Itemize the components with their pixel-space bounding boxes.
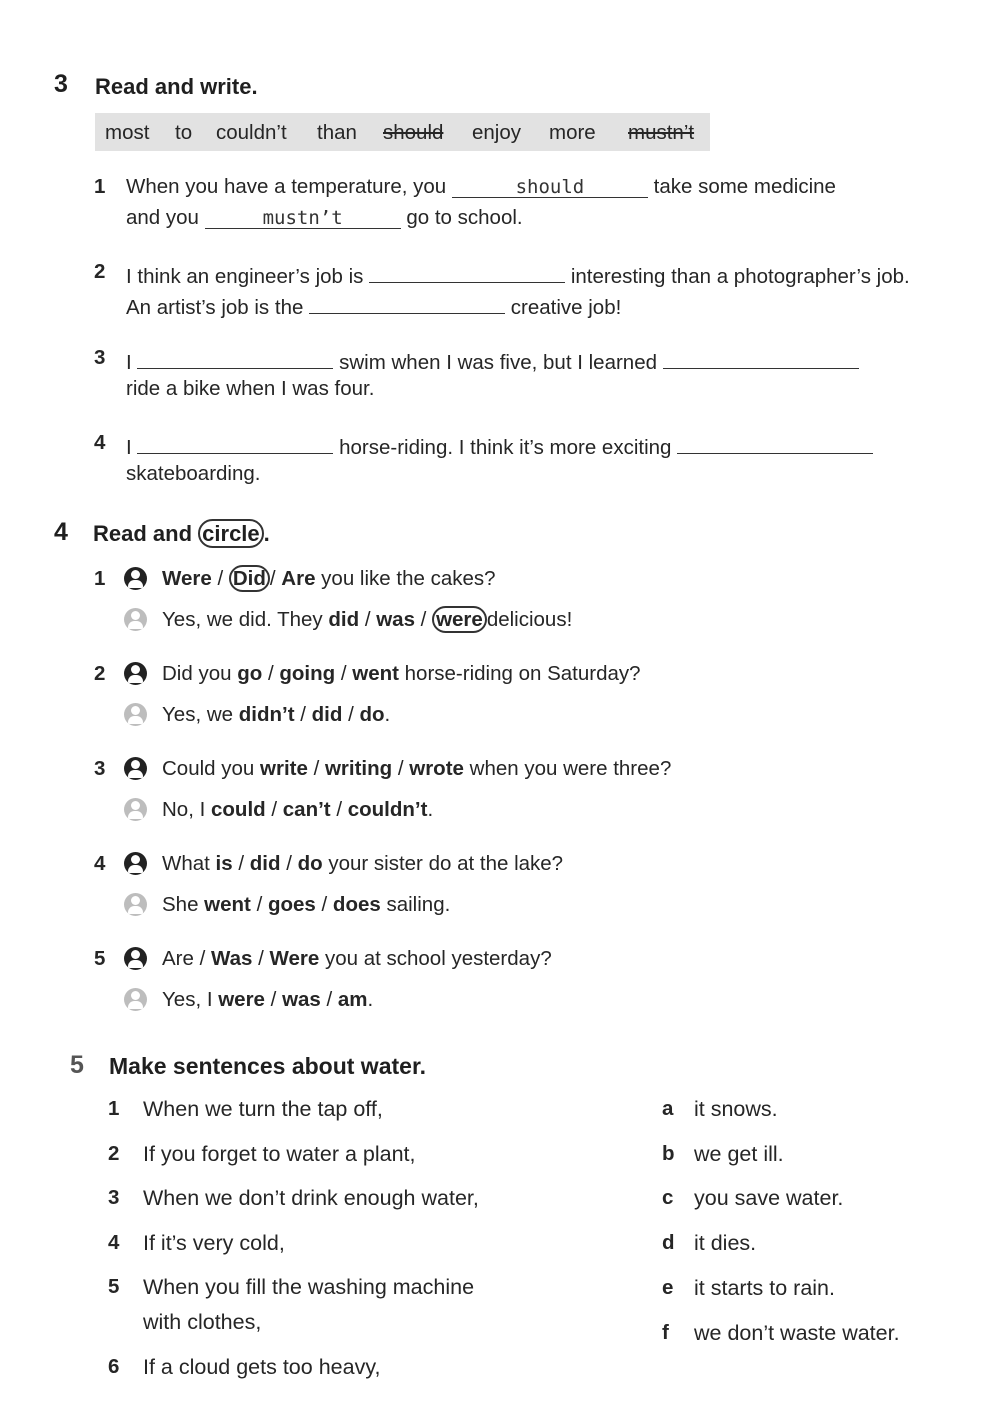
- speaker-a-icon: [124, 947, 147, 970]
- separator: /: [264, 988, 283, 1011]
- title-text: Read and: [93, 521, 193, 546]
- question-text: I think an engineer’s job is: [126, 265, 364, 288]
- exercise-5-title: Make sentences about water.: [109, 1053, 427, 1079]
- question-text: swim when I was five, but I learned: [339, 351, 657, 374]
- sentence-start: When we turn the tap off,: [143, 1097, 383, 1121]
- sentence-text: you at school yesterday?: [319, 947, 552, 970]
- question-text: skateboarding.: [126, 462, 261, 485]
- speaker-b-icon: [124, 893, 147, 916]
- sentence-end-letter: e: [662, 1276, 674, 1299]
- answer-blank[interactable]: [137, 431, 333, 454]
- separator: /: [342, 703, 360, 726]
- question-text: go to school.: [406, 206, 523, 229]
- answer-blank[interactable]: [452, 175, 648, 198]
- question-text: An artist’s job is the: [126, 296, 304, 319]
- option[interactable]: Are: [162, 947, 194, 970]
- separator: /: [414, 608, 433, 631]
- sentence-text: .: [427, 798, 434, 821]
- option[interactable]: couldn’t: [347, 798, 428, 821]
- question-line: [162, 567, 496, 591]
- separator: /: [211, 567, 229, 590]
- question-text: interesting than a photographer’s job.: [570, 265, 910, 288]
- circle-word: circle: [198, 519, 264, 548]
- sentence-start: When we don’t drink enough water,: [143, 1186, 479, 1210]
- option[interactable]: Were: [269, 947, 320, 970]
- sentence-end: you save water.: [694, 1186, 844, 1210]
- separator: /: [320, 988, 338, 1011]
- answer-text: should: [515, 176, 585, 198]
- sentence-text: Yes, I: [162, 988, 219, 1011]
- question-text: When you have a temperature, you: [126, 175, 447, 198]
- option[interactable]: could: [211, 798, 266, 821]
- sentence-start-number: 5: [108, 1275, 120, 1298]
- question-number: 2: [94, 260, 106, 283]
- separator: /: [250, 893, 268, 916]
- word-bank-word: couldn’t: [216, 121, 287, 144]
- question-line: [162, 662, 641, 686]
- option[interactable]: go: [237, 662, 263, 685]
- sentence-start: If it’s very cold,: [143, 1231, 285, 1255]
- question-number: 1: [94, 175, 106, 198]
- speaker-b-icon: [124, 703, 147, 726]
- word-bank-word-used: should: [383, 121, 444, 144]
- question-line: [126, 206, 523, 230]
- question-line: [162, 852, 563, 876]
- separator: /: [232, 852, 250, 875]
- speaker-a-icon: [124, 852, 147, 875]
- question-line: [126, 291, 621, 320]
- sentence-start-number: 3: [108, 1186, 120, 1209]
- question-text: creative job!: [510, 296, 622, 319]
- separator: /: [265, 798, 283, 821]
- answer-line: [162, 988, 373, 1012]
- exercise-4-number: 4: [54, 518, 68, 546]
- separator: /: [359, 608, 377, 631]
- option[interactable]: can’t: [282, 798, 331, 821]
- option[interactable]: were: [218, 988, 265, 1011]
- option[interactable]: didn’t: [238, 703, 295, 726]
- sentence-end: it starts to rain.: [694, 1276, 835, 1300]
- exercise-3-title: Read and write.: [95, 74, 258, 99]
- answer-blank[interactable]: [137, 346, 333, 369]
- sentence-start-number: 1: [108, 1097, 120, 1120]
- option[interactable]: did: [311, 703, 343, 726]
- sentence-start: If a cloud gets too heavy,: [143, 1355, 381, 1379]
- sentence-end-letter: b: [662, 1142, 675, 1165]
- answer-line: [162, 798, 433, 822]
- separator: /: [307, 757, 325, 780]
- exercise-3-number: 3: [54, 70, 68, 98]
- word-bank-word: than: [317, 121, 357, 144]
- option-circled[interactable]: were: [432, 606, 487, 633]
- option[interactable]: going: [279, 662, 336, 685]
- option[interactable]: is: [215, 852, 233, 875]
- title-text: .: [263, 521, 270, 546]
- question-text: I: [126, 436, 132, 459]
- item-number: 5: [94, 947, 106, 970]
- question-text: I: [126, 351, 132, 374]
- question-line: [126, 260, 910, 289]
- option[interactable]: was: [282, 988, 321, 1011]
- separator: /: [280, 852, 298, 875]
- option[interactable]: do: [297, 852, 323, 875]
- option[interactable]: am: [337, 988, 368, 1011]
- sentence-text: you like the cakes?: [315, 567, 496, 590]
- sentence-end-letter: c: [662, 1186, 674, 1209]
- option[interactable]: Are: [281, 567, 316, 590]
- speaker-a-icon: [124, 567, 147, 590]
- separator: /: [315, 893, 333, 916]
- answer-blank[interactable]: [205, 206, 401, 229]
- speaker-b-icon: [124, 798, 147, 821]
- sentence-text: Yes, we: [162, 703, 239, 726]
- sentence-text: delicious!: [486, 608, 573, 631]
- speaker-a-icon: [124, 662, 147, 685]
- option[interactable]: did: [249, 852, 281, 875]
- question-line: [162, 947, 552, 971]
- sentence-text: .: [367, 988, 374, 1011]
- option[interactable]: went: [204, 893, 251, 916]
- option[interactable]: does: [332, 893, 381, 916]
- separator: /: [335, 662, 353, 685]
- sentence-end-letter: f: [662, 1321, 669, 1344]
- sentence-text: Did you: [162, 662, 238, 685]
- question-text: horse-riding. I think it’s more exciting: [339, 436, 672, 459]
- sentence-text: sailing.: [380, 893, 451, 916]
- speaker-a-icon: [124, 757, 147, 780]
- option[interactable]: do: [359, 703, 385, 726]
- sentence-start-number: 2: [108, 1142, 120, 1165]
- sentence-end: we get ill.: [694, 1142, 784, 1166]
- word-bank: [95, 113, 710, 151]
- sentence-text: horse-riding on Saturday?: [398, 662, 641, 685]
- item-number: 4: [94, 852, 106, 875]
- sentence-start: with clothes,: [143, 1310, 262, 1334]
- word-bank-word-used: mustn’t: [628, 121, 695, 144]
- item-number: 2: [94, 662, 106, 685]
- sentence-start-number: 6: [108, 1355, 120, 1378]
- question-text: ride a bike when I was four.: [126, 377, 375, 400]
- answer-blank[interactable]: [663, 346, 859, 369]
- separator: /: [252, 947, 270, 970]
- separator: /: [262, 662, 280, 685]
- question-text: take some medicine: [653, 175, 836, 198]
- option[interactable]: wrote: [409, 757, 464, 780]
- question-number: 4: [94, 431, 106, 454]
- sentence-text: your sister do at the lake?: [322, 852, 564, 875]
- speaker-b-icon: [124, 988, 147, 1011]
- separator: /: [392, 757, 410, 780]
- sentence-text: Yes, we did. They: [162, 608, 329, 631]
- answer-blank[interactable]: [309, 291, 505, 314]
- item-number: 1: [94, 567, 106, 590]
- option[interactable]: goes: [267, 893, 316, 916]
- sentence-text: .: [384, 703, 391, 726]
- answer-blank[interactable]: [369, 260, 565, 283]
- exercise-4-title: [93, 521, 270, 547]
- word-bank-word: enjoy: [472, 121, 522, 144]
- item-number: 3: [94, 757, 106, 780]
- question-line: [126, 175, 836, 199]
- option[interactable]: write: [260, 757, 308, 780]
- question-number: 3: [94, 346, 106, 369]
- word-bank-word: more: [549, 121, 596, 144]
- sentence-text: Could you: [162, 757, 261, 780]
- speaker-b-icon: [124, 608, 147, 631]
- answer-text: mustn’t: [262, 207, 343, 229]
- sentence-start: If you forget to water a plant,: [143, 1142, 416, 1166]
- answer-line: [162, 608, 572, 632]
- exercise-5-number: 5: [70, 1051, 84, 1079]
- sentence-text: What: [162, 852, 216, 875]
- sentence-end: it snows.: [694, 1097, 778, 1121]
- separator: /: [294, 703, 312, 726]
- sentence-end: it dies.: [694, 1231, 757, 1255]
- separator: /: [193, 947, 211, 970]
- answer-blank[interactable]: [677, 431, 873, 454]
- sentence-text: She: [162, 893, 205, 916]
- question-line: [126, 346, 859, 375]
- word-bank-word: most: [105, 121, 150, 144]
- option[interactable]: went: [352, 662, 399, 685]
- sentence-text: No, I: [162, 798, 211, 821]
- option[interactable]: was: [376, 608, 415, 631]
- question-line: [162, 757, 671, 781]
- answer-line: [162, 893, 450, 917]
- option[interactable]: did: [328, 608, 360, 631]
- word-bank-word: to: [175, 121, 193, 144]
- option[interactable]: Was: [211, 947, 253, 970]
- sentence-end: we don’t waste water.: [694, 1321, 900, 1345]
- sentence-end-letter: a: [662, 1097, 674, 1120]
- separator: /: [269, 567, 282, 590]
- option[interactable]: Were: [162, 567, 212, 590]
- sentence-start: When you fill the washing machine: [143, 1275, 475, 1299]
- option-circled[interactable]: Did: [229, 565, 270, 592]
- sentence-start-number: 4: [108, 1231, 120, 1254]
- sentence-text: when you were three?: [463, 757, 672, 780]
- separator: /: [330, 798, 348, 821]
- question-text: and you: [126, 206, 199, 229]
- question-line: [126, 431, 873, 460]
- sentence-end-letter: d: [662, 1231, 675, 1254]
- option[interactable]: writing: [324, 757, 393, 780]
- answer-line: [162, 703, 390, 727]
